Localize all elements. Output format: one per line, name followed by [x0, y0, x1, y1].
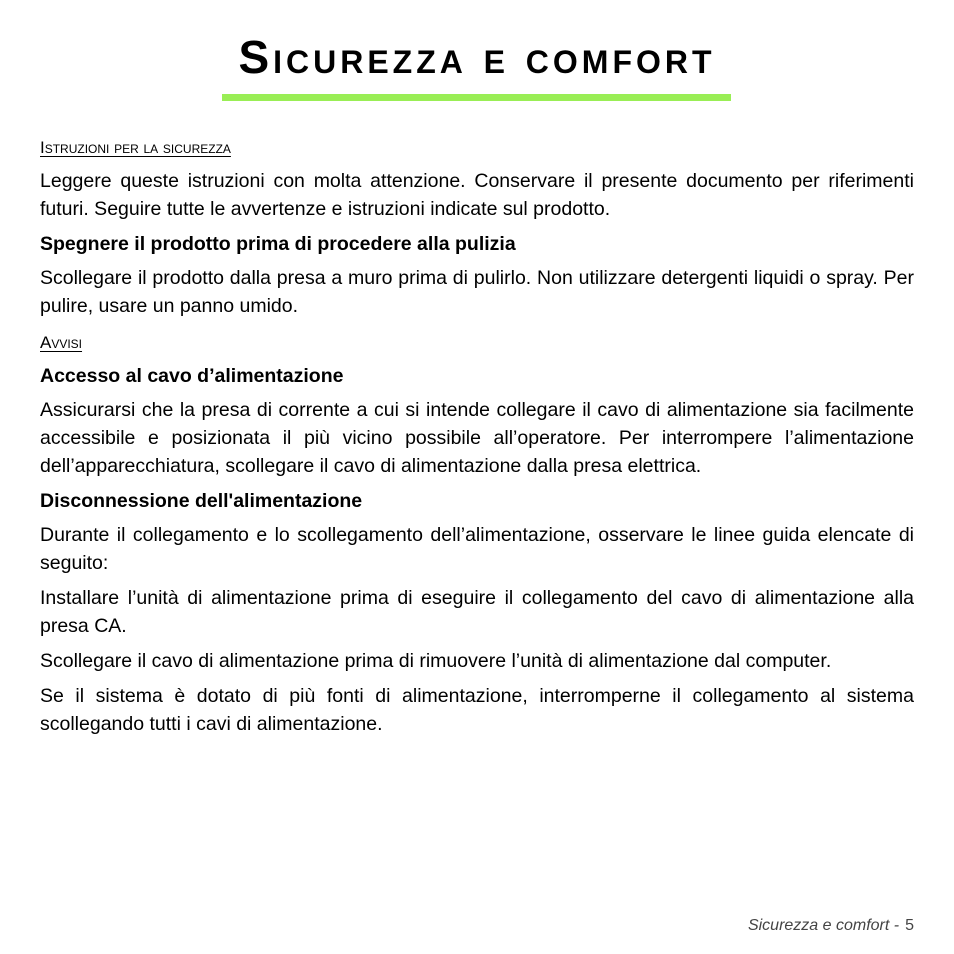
pulizia-paragraph: Scollegare il prodotto dalla presa a muro prima di pulirlo. Non utilizzare detergenti liquidi o spray. Per pulire, usare un panno umido.	[40, 267, 914, 317]
accesso-paragraph: Assicurarsi che la presa di corrente a cui si intende collegare il cavo di alimentazione sia facilmente accessibile e posizionata il più vicino possibile all’operatore. Per interrompere l’alimentazione dell’apparecchiatura, scollegare il cavo di alimentazione dalla presa elettrica.	[40, 399, 914, 477]
disconnessione-paragraph: Installare l’unità di alimentazione prima di eseguire il collegamento del cavo di alimentazione alla presa CA.	[40, 587, 914, 637]
page-footer	[748, 917, 914, 935]
footer-label: Sicurezza e comfort -	[747, 917, 900, 934]
accesso-subheading: Accesso al cavo d’alimentazione	[40, 365, 344, 387]
section-heading-istruzioni: Istruzioni per la sicurezza	[40, 138, 231, 157]
disconnessione-paragraph: Durante il collegamento e lo scollegamento dell’alimentazione, osservare le linee guida elencate di seguito:	[40, 524, 914, 574]
disconnessione-paragraph: Se il sistema è dotato di più fonti di alimentazione, interromperne il collegamento al sistema scollegando tutti i cavi di alimentazione.	[40, 685, 914, 735]
section-heading-avvisi: Avvisi	[40, 333, 83, 352]
pulizia-subheading: Spegnere il prodotto prima di procedere alla pulizia	[40, 233, 516, 255]
disconnessione-paragraph: Scollegare il cavo di alimentazione prima di rimuovere l’unità di alimentazione dal computer.	[40, 650, 832, 672]
page-title: Sicurezza e comfort	[238, 31, 716, 83]
istruzioni-intro-paragraph: Leggere queste istruzioni con molta attenzione. Conservare il presente documento per riferimenti futuri. Seguire tutte le avvertenze e istruzioni indicate sul prodotto.	[40, 170, 914, 220]
page-number: 5	[905, 917, 914, 934]
document-body	[40, 137, 914, 745]
disconnessione-subheading: Disconnessione dell'alimentazione	[40, 490, 363, 512]
title-underline-bar	[222, 94, 731, 101]
